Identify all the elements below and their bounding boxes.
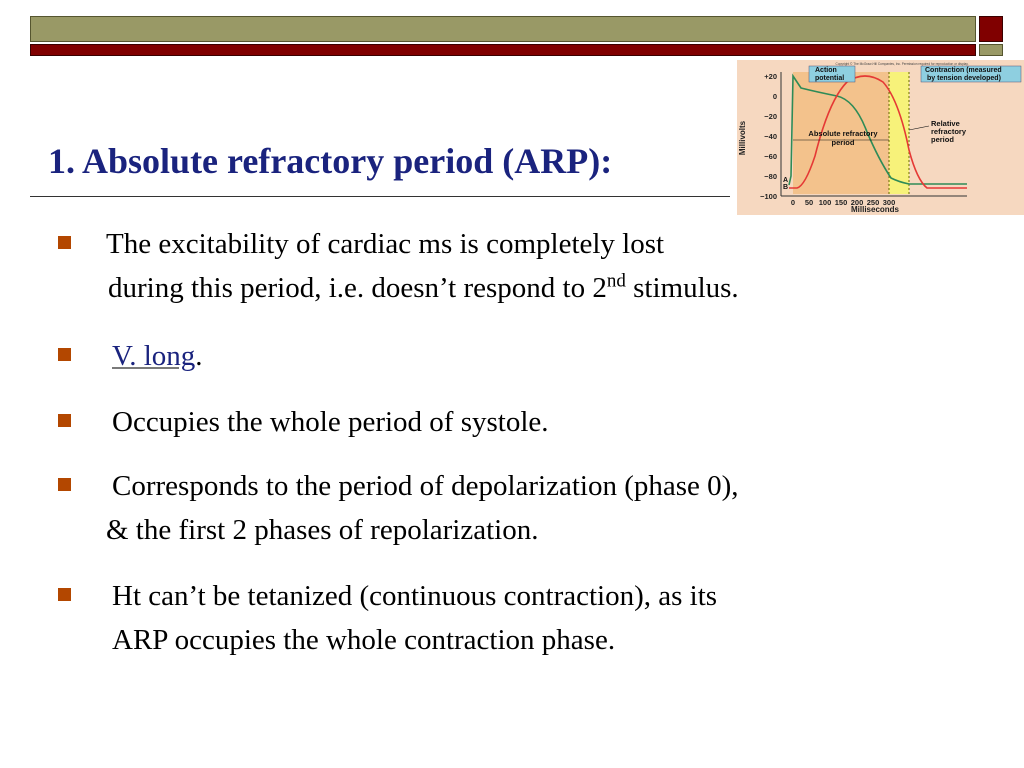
bullet-text	[112, 400, 992, 444]
bullet-line-text: stimulus.	[625, 272, 739, 304]
figure-copyright: Copyright © The McGraw-Hill Companies, Inc. Permission required for reproduction or display.	[835, 62, 969, 66]
marker-b: B	[783, 184, 789, 191]
title-underline	[30, 196, 730, 197]
bullet-text	[112, 334, 992, 378]
x-tick-label: 0	[790, 198, 796, 207]
bullet-line: Corresponds to the period of depolarization (phase 0),	[112, 470, 739, 502]
bullet-square-icon	[58, 588, 71, 601]
marker-a: A	[783, 177, 789, 184]
bullet-line: ARP occupies the whole contraction phase.	[112, 624, 616, 656]
legend-action-line2: potential	[815, 75, 845, 82]
x-axis-label: Milliseconds	[850, 205, 900, 214]
bullet-line: Occupies the whole period of systole.	[112, 406, 549, 438]
y-tick-label: −40	[764, 132, 777, 141]
y-tick-label: 0	[772, 92, 777, 101]
bullet-text	[106, 222, 986, 310]
x-tick-label: 100	[818, 198, 832, 207]
bullet-line	[106, 266, 986, 310]
header-bar-maroon	[30, 44, 976, 56]
y-axis-label: Millivolts	[738, 120, 747, 156]
bullet-square-icon	[58, 478, 71, 491]
x-tick-label: 200	[850, 198, 864, 207]
x-tick-label: 300	[882, 198, 896, 207]
y-tick-label: +20	[764, 72, 777, 81]
rrp-label-line2: refractory	[931, 127, 967, 136]
bullet-line-text: during this period, i.e. doesn’t respond to 2	[108, 272, 607, 304]
bullet-square-icon	[58, 348, 71, 361]
x-tick-label: 150	[834, 198, 848, 207]
superscript-nd: nd	[606, 270, 626, 292]
y-tick-label: −80	[764, 172, 777, 181]
bullet-line: & the first 2 phases of repolarization.	[106, 514, 539, 546]
header-bar-olive	[30, 16, 976, 42]
action-potential-diagram	[737, 60, 1024, 215]
bullet-line: Ht can’t be tetanized (continuous contraction), as its	[112, 580, 718, 612]
legend-contraction-line2: by tension developed)	[927, 75, 1001, 82]
arp-label-line2: period	[831, 138, 855, 147]
x-tick-label: 50	[804, 198, 814, 207]
action-potential-figure	[737, 60, 1024, 215]
y-tick-label: −20	[764, 112, 777, 121]
y-tick-label: −60	[764, 152, 777, 161]
bullet-line	[112, 334, 992, 378]
bullet-text	[106, 464, 992, 552]
slide-title: 1. Absolute refractory period (ARP):	[48, 141, 613, 181]
bullet-square-icon	[58, 236, 71, 249]
corner-square-maroon	[979, 16, 1003, 42]
bullet-square-icon	[58, 414, 71, 427]
rrp-label-line3: period	[931, 135, 954, 144]
bullet-text	[112, 574, 992, 662]
bullet-line-text: .	[195, 340, 203, 372]
legend-contraction-line1: Contraction (measured	[925, 67, 1002, 74]
x-tick-label: 250	[866, 198, 880, 207]
corner-square-olive	[979, 44, 1003, 56]
highlight-text: V. long	[112, 340, 196, 372]
legend-action-line1: Action	[815, 67, 837, 74]
bullet-line: The excitability of cardiac ms is completely lost	[106, 228, 665, 260]
arp-label-line1: Absolute refractory	[808, 129, 878, 138]
rrp-label-line1: Relative	[931, 119, 960, 128]
y-tick-label: −100	[760, 192, 777, 201]
